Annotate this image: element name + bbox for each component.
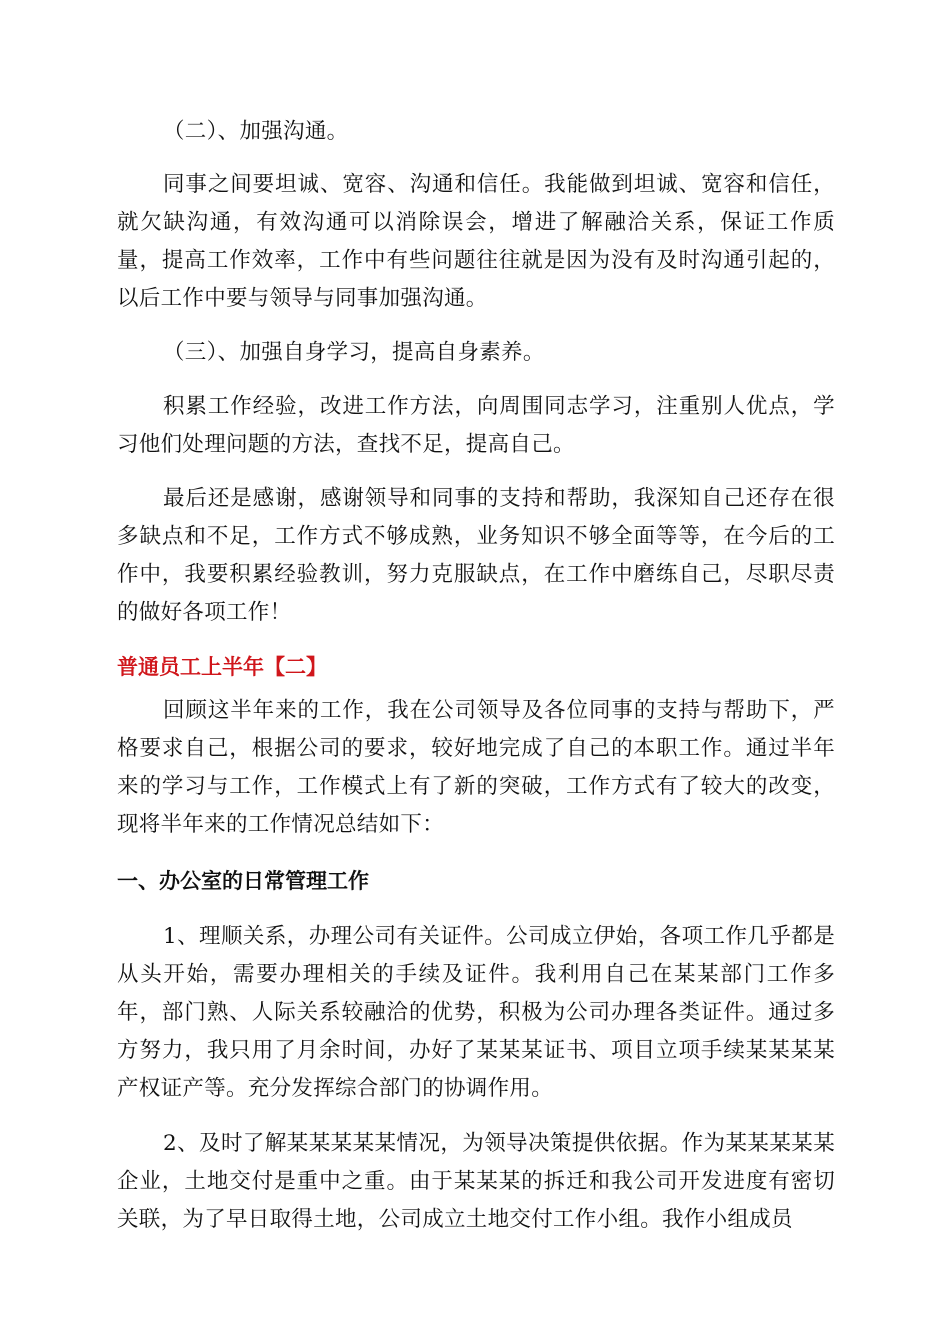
closing-paragraph: 最后还是感谢，感谢领导和同事的支持和帮助，我深知自己还存在很多缺点和不足，工作方式不够成熟，业务知识不够全面等等，在今后的工作中，我要积累经验教训，努力克服缺点，在工作中磨练自己，尽职尽责的做好各项工作！ [117,486,835,625]
article-2-intro: 回顾这半年来的工作，我在公司领导及各位同事的支持与帮助下，严格要求自己，根据公司的要求，较好地完成了自己的本职工作。通过半年来的学习与工作，工作模式上有了新的突破，工作方式有了较大的改变，现将半年来的工作情况总结如下： [117,698,835,837]
section-2-body: 同事之间要坦诚、宽容、沟通和信任。我能做到坦诚、宽容和信任，就欠缺沟通，有效沟通可以消除误会，增进了解融洽关系，保证工作质量，提高工作效率，工作中有些问题往往就是因为没有及时沟通引起的，以后工作中要与领导与同事加强沟通。 [117,172,835,311]
section-2-title: （二）、加强沟通。 [163,119,349,144]
section-3-title: （三）、加强自身学习，提高自身素养。 [163,340,545,365]
part-1-heading: 一、办公室的日常管理工作 [117,869,369,893]
item-2-paragraph: 2、及时了解某某某某某情况，为领导决策提供依据。作为某某某某某企业，土地交付是重中之重。由于某某某的拆迁和我公司开发进度有密切关联，为了早日取得土地，公司成立土地交付工作小组。我作小组成员 [117,1131,835,1232]
item-1-paragraph: 1、理顺关系，办理公司有关证件。公司成立伊始，各项工作几乎都是从头开始，需要办理相关的手续及证件。我利用自己在某某部门工作多年，部门熟、人际关系较融洽的优势，积极为公司办理各类证件。通过多方努力，我只用了月余时间，办好了某某某证书、项目立项手续某某某某产权证产等。充分发挥综合部门的协调作用。 [117,924,835,1101]
article-2-heading: 普通员工上半年【二】 [117,655,327,679]
section-3-body: 积累工作经验，改进工作方法，向周围同志学习，注重别人优点，学习他们处理问题的方法，查找不足，提高自己。 [117,394,835,457]
